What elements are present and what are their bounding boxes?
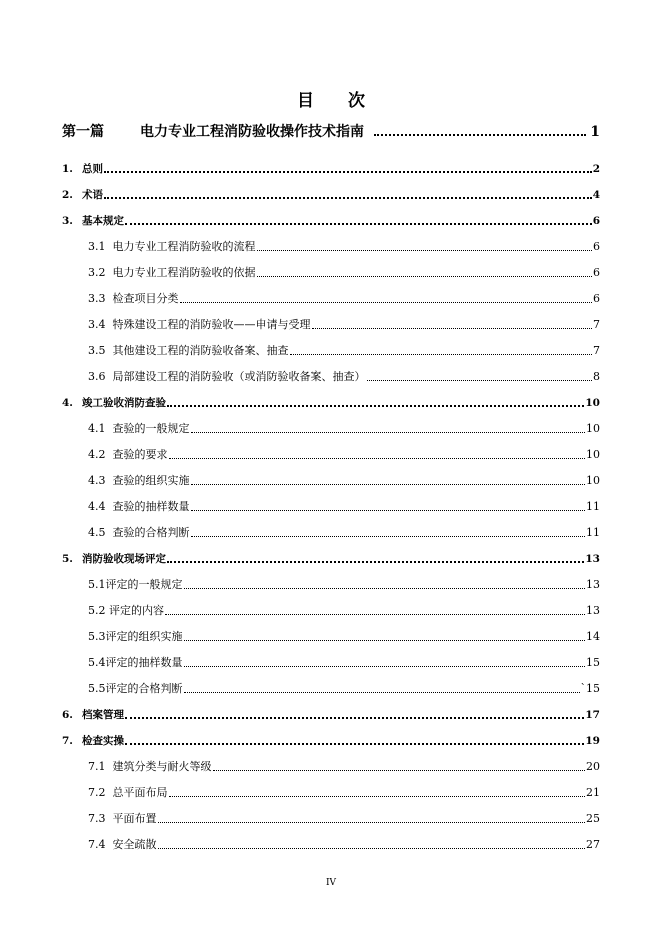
toc-subsection-entry[interactable]	[62, 488, 600, 514]
entry-number: 3.1	[88, 240, 106, 253]
entry-title: 5.2 评定的内容	[88, 604, 164, 617]
entry-title: 术语	[81, 189, 103, 201]
entry-page-number: 27	[586, 838, 600, 851]
dot-leader	[184, 588, 586, 589]
toc-section-entry[interactable]	[62, 722, 600, 748]
dot-leader	[184, 640, 586, 641]
entry-page-number: 25	[586, 812, 600, 825]
dot-leader	[125, 743, 584, 745]
dot-leader	[184, 666, 586, 667]
entry-title: 竣工验收消防查验	[81, 397, 166, 409]
dot-leader	[213, 770, 586, 771]
dot-leader	[167, 405, 584, 407]
dot-leader	[191, 536, 586, 537]
dot-leader	[158, 822, 586, 823]
entry-title: 局部建设工程的消防验收（或消防验收备案、抽查）	[112, 370, 366, 383]
entry-title: 查验的抽样数量	[112, 500, 190, 513]
toc-subsection-entry[interactable]	[62, 748, 600, 774]
dot-leader	[290, 354, 593, 355]
toc-subsection-entry[interactable]	[62, 618, 600, 644]
entry-title: 档案管理	[81, 709, 124, 721]
entry-page-number: 15	[586, 656, 600, 669]
entry-page-number: 13	[586, 578, 600, 591]
entry-number: 7.2	[88, 786, 106, 799]
entry-number: 3.5	[88, 344, 106, 357]
entry-number: 7.1	[88, 760, 106, 773]
dot-leader	[257, 250, 593, 251]
toc-subsection-entry[interactable]	[62, 332, 600, 358]
entry-number: 7.	[62, 735, 73, 747]
entry-page-number: 7	[593, 344, 600, 357]
toc-subsection-entry[interactable]	[62, 592, 600, 618]
entry-page-number: 4	[592, 189, 600, 201]
dot-leader	[104, 171, 592, 173]
entry-number: 3.6	[88, 370, 106, 383]
toc-subsection-entry[interactable]	[62, 306, 600, 332]
entry-number: 3.4	[88, 318, 106, 331]
entry-number: 4.2	[88, 448, 106, 461]
entry-number: 4.3	[88, 474, 106, 487]
entry-title: 检查实操	[81, 735, 124, 747]
entry-number: 4.1	[88, 422, 106, 435]
entry-title: 查验的要求	[112, 448, 168, 461]
dot-leader	[191, 432, 586, 433]
dot-leader	[180, 302, 593, 303]
dot-leader	[169, 458, 586, 459]
entry-title: 特殊建设工程的消防验收——申请与受理	[112, 318, 311, 331]
entry-number: 3.3	[88, 292, 106, 305]
toc-subsection-entry[interactable]	[62, 514, 600, 540]
entry-title: 检查项目分类	[112, 292, 179, 305]
entry-page-number: 6	[593, 292, 600, 305]
toc-section-entry[interactable]	[62, 202, 600, 228]
page-title: 目 次	[297, 91, 379, 111]
entry-page-number: 11	[586, 526, 600, 539]
dot-leader	[257, 276, 593, 277]
entry-title: 平面布置	[112, 812, 157, 825]
dot-leader	[191, 484, 586, 485]
entry-page-number: 13	[585, 553, 600, 565]
toc-subsection-entry[interactable]	[62, 254, 600, 280]
entry-title: 电力专业工程消防验收的流程	[112, 240, 256, 253]
entry-page-number: 10	[585, 397, 600, 409]
table-of-contents	[62, 150, 600, 852]
entry-title: 查验的组织实施	[112, 474, 190, 487]
entry-title: 总平面布局	[112, 786, 168, 799]
entry-title: 电力专业工程消防验收的依据	[112, 266, 256, 279]
toc-section-entry[interactable]	[62, 384, 600, 410]
entry-title: 5.1评定的一般规定	[88, 578, 183, 591]
toc-subsection-entry[interactable]	[62, 644, 600, 670]
toc-subsection-entry[interactable]	[62, 670, 600, 696]
entry-page-number: 11	[586, 500, 600, 513]
entry-number: 6.	[62, 709, 73, 721]
toc-subsection-entry[interactable]	[62, 774, 600, 800]
entry-page-number: 10	[586, 422, 600, 435]
entry-page-number: 8	[593, 370, 600, 383]
entry-title: 总则	[81, 163, 103, 175]
entry-title: 其他建设工程的消防验收备案、抽查	[112, 344, 289, 357]
toc-part-entry[interactable]	[62, 121, 600, 141]
entry-number: 5.	[62, 553, 73, 565]
dot-leader	[104, 197, 592, 199]
dot-leader	[158, 848, 586, 849]
entry-number: 4.5	[88, 526, 106, 539]
entry-page-number: 13	[586, 604, 600, 617]
toc-section-entry[interactable]	[62, 540, 600, 566]
dot-leader	[167, 561, 584, 563]
entry-page-number: 6	[592, 215, 600, 227]
entry-title: 5.3评定的组织实施	[88, 630, 183, 643]
entry-title: 安全疏散	[112, 838, 157, 851]
page-footer-number: IV	[325, 878, 337, 888]
entry-page-number: 6	[593, 240, 600, 253]
toc-section-entry[interactable]	[62, 176, 600, 202]
entry-page-number: 10	[586, 448, 600, 461]
entry-page-number: 10	[586, 474, 600, 487]
toc-section-entry[interactable]	[62, 150, 600, 176]
entry-title: 基本规定	[81, 215, 124, 227]
toc-subsection-entry[interactable]	[62, 566, 600, 592]
dot-leader	[191, 510, 586, 511]
entry-title: 查验的一般规定	[112, 422, 190, 435]
entry-title: 查验的合格判断	[112, 526, 190, 539]
entry-page-number: 20	[586, 760, 600, 773]
entry-title: 5.5评定的合格判断	[88, 682, 183, 695]
part-title: 电力专业工程消防验收操作技术指南	[140, 124, 364, 140]
dot-leader	[165, 614, 585, 615]
entry-number: 3.2	[88, 266, 106, 279]
entry-page-number: 14	[586, 630, 600, 643]
entry-number: 4.	[62, 397, 73, 409]
toc-subsection-entry[interactable]	[62, 358, 600, 384]
entry-page-number: 2	[592, 163, 600, 175]
toc-subsection-entry[interactable]	[62, 800, 600, 826]
dot-leader	[169, 796, 586, 797]
entry-page-number: 19	[585, 735, 600, 747]
entry-page-number: 21	[586, 786, 600, 799]
entry-page-number: `15	[580, 682, 600, 695]
entry-number: 7.3	[88, 812, 106, 825]
entry-page-number: 6	[593, 266, 600, 279]
toc-subsection-entry[interactable]	[62, 436, 600, 462]
entry-number: 3.	[62, 215, 73, 227]
dot-leader	[312, 328, 593, 329]
dot-leader	[125, 223, 592, 225]
entry-number: 7.4	[88, 838, 106, 851]
entry-title: 建筑分类与耐火等级	[112, 760, 212, 773]
part-page-number: 1	[590, 124, 600, 140]
dot-leader	[125, 717, 584, 719]
part-label: 第一篇	[62, 124, 104, 140]
toc-subsection-entry[interactable]	[62, 462, 600, 488]
toc-subsection-entry[interactable]	[62, 280, 600, 306]
entry-number: 1.	[62, 163, 73, 175]
toc-section-entry[interactable]	[62, 696, 600, 722]
entry-number: 2.	[62, 189, 73, 201]
toc-subsection-entry[interactable]	[62, 826, 600, 852]
toc-subsection-entry[interactable]	[62, 228, 600, 254]
entry-page-number: 7	[593, 318, 600, 331]
toc-subsection-entry[interactable]	[62, 410, 600, 436]
entry-number: 4.4	[88, 500, 106, 513]
dot-leader	[374, 134, 586, 136]
entry-title: 消防验收现场评定	[81, 553, 166, 565]
entry-title: 5.4评定的抽样数量	[88, 656, 183, 669]
entry-page-number: 17	[585, 709, 600, 721]
dot-leader	[367, 380, 593, 381]
dot-leader	[184, 692, 580, 693]
